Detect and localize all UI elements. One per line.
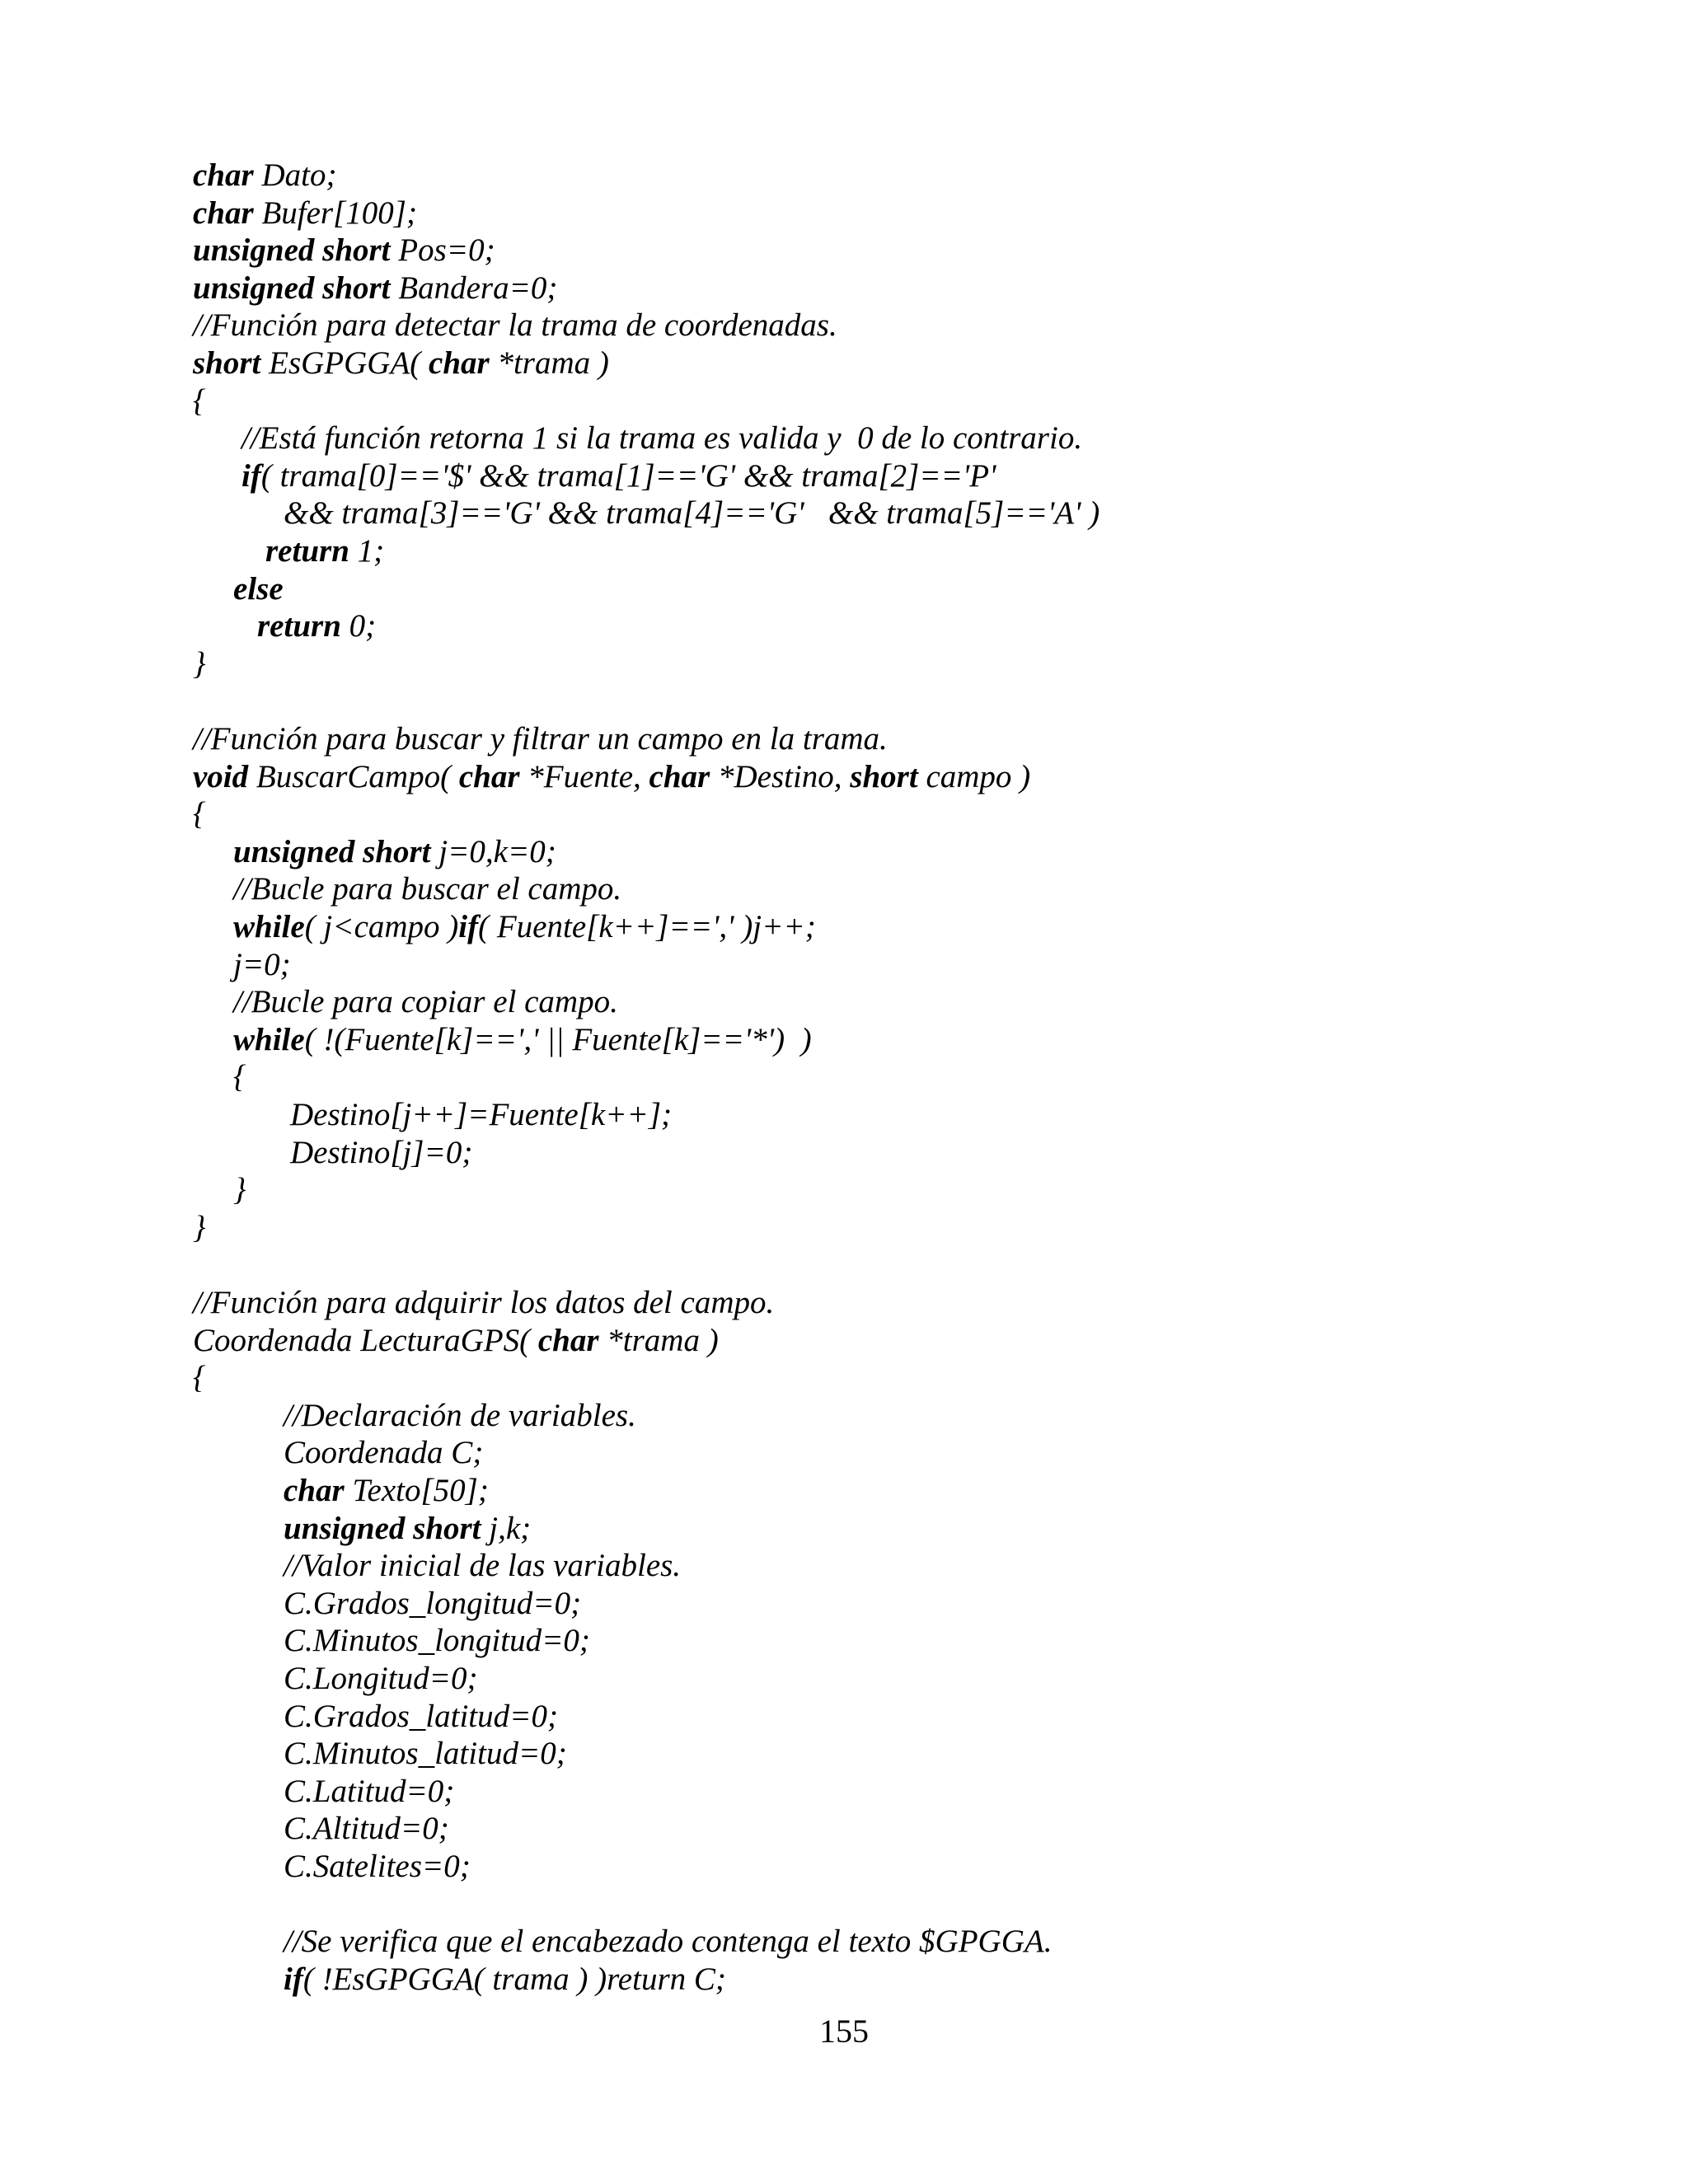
code-text: ( j<campo ) xyxy=(304,909,459,944)
code-text: //Valor inicial de las variables. xyxy=(284,1548,682,1584)
code-line xyxy=(193,1284,774,1322)
code-keyword: char xyxy=(429,345,490,381)
code-line xyxy=(265,532,384,570)
code-text: Bandera=0; xyxy=(390,269,558,306)
code-line xyxy=(257,607,376,645)
code-text: C.Grados_longitud=0; xyxy=(284,1585,582,1621)
code-keyword: unsigned short xyxy=(233,833,431,869)
code-text: && trama[3]=='G' && trama[4]=='G' && trama[5]=='A' ) xyxy=(284,495,1100,532)
code-line xyxy=(284,1773,454,1811)
code-text: C.Grados_latitud=0; xyxy=(284,1698,558,1734)
code-line xyxy=(233,570,284,608)
code-keyword: void xyxy=(193,758,249,794)
code-text: C.Minutos_latitud=0; xyxy=(284,1736,567,1772)
code-text: C.Longitud=0; xyxy=(284,1661,478,1696)
code-line xyxy=(193,1359,206,1397)
code-text: Bufer[100]; xyxy=(253,194,417,231)
code-keyword: return xyxy=(265,533,349,569)
code-text: { xyxy=(193,1360,206,1396)
code-text: //Se verifica que el encabezado contenga el texto $GPGGA. xyxy=(284,1924,1053,1960)
code-line xyxy=(284,1660,477,1698)
code-line xyxy=(233,1171,246,1209)
code-line xyxy=(284,1397,636,1435)
code-line xyxy=(193,194,417,232)
code-text: 0; xyxy=(340,608,377,644)
code-keyword: while xyxy=(233,1021,305,1057)
code-text: C.Minutos_longitud=0; xyxy=(284,1623,590,1659)
code-line xyxy=(233,946,291,984)
code-text: EsGPGGA( xyxy=(260,345,429,381)
code-keyword: char xyxy=(537,1322,599,1358)
code-text: C.Latitud=0; xyxy=(284,1773,455,1809)
code-line xyxy=(193,795,206,833)
code-line xyxy=(284,1923,1052,1961)
code-text: } xyxy=(193,645,206,682)
code-line xyxy=(284,1961,726,1999)
code-keyword: short xyxy=(850,758,918,794)
code-text: Texto[50]; xyxy=(344,1473,489,1508)
code-keyword: if xyxy=(241,457,261,494)
code-text: j=0; xyxy=(233,946,291,982)
code-text: //Declaración de variables. xyxy=(284,1397,636,1433)
code-text: C.Altitud=0; xyxy=(284,1811,449,1847)
code-line xyxy=(193,307,837,344)
code-line xyxy=(284,1735,567,1773)
code-keyword: unsigned short xyxy=(284,1510,481,1546)
page-number: 155 xyxy=(819,2013,869,2050)
code-text: Dato; xyxy=(253,157,337,193)
code-keyword: if xyxy=(458,909,479,944)
code-keyword: char xyxy=(649,758,710,794)
code-text: j=0,k=0; xyxy=(430,833,556,869)
code-line xyxy=(233,833,556,871)
code-text: campo ) xyxy=(917,758,1031,794)
code-keyword: while xyxy=(233,909,305,944)
code-text: { xyxy=(193,382,206,419)
code-keyword: char xyxy=(284,1473,345,1508)
code-keyword: short xyxy=(193,345,261,381)
code-text: *Fuente, xyxy=(519,758,649,794)
code-text: ( Fuente[k++]==',' )j++; xyxy=(478,909,816,944)
code-text: } xyxy=(193,1209,206,1245)
code-text: { xyxy=(233,1059,246,1095)
code-text: C.Satelites=0; xyxy=(284,1849,471,1884)
code-text: Coordenada LecturaGPS( xyxy=(193,1322,538,1358)
code-text: ( !(Fuente[k]==',' || Fuente[k]=='*') ) xyxy=(304,1021,812,1057)
code-keyword: if xyxy=(284,1961,303,1997)
code-text: ( !EsGPGGA( trama ) )return C; xyxy=(302,1961,726,1997)
code-line xyxy=(284,494,1100,532)
code-line xyxy=(193,232,495,269)
code-text: { xyxy=(193,796,206,832)
code-line xyxy=(290,1134,472,1172)
code-line xyxy=(284,1698,558,1736)
code-line xyxy=(284,1622,590,1660)
code-line xyxy=(193,344,609,382)
code-line xyxy=(233,870,621,908)
code-line xyxy=(233,1058,246,1096)
code-text: } xyxy=(233,1172,246,1208)
code-line xyxy=(284,1848,471,1886)
code-line xyxy=(241,419,1082,457)
code-text: Pos=0; xyxy=(390,232,495,269)
code-keyword: unsigned short xyxy=(193,232,391,269)
code-keyword: unsigned short xyxy=(193,269,391,306)
code-line xyxy=(193,1209,206,1247)
code-line xyxy=(290,1096,672,1134)
code-line xyxy=(284,1547,681,1585)
code-keyword: char xyxy=(458,758,520,794)
code-text: BuscarCampo( xyxy=(248,758,459,794)
code-line xyxy=(284,1585,581,1623)
code-text: //Función para detectar la trama de coordenadas. xyxy=(193,307,837,344)
code-line xyxy=(193,157,336,194)
code-line xyxy=(284,1810,449,1848)
code-line xyxy=(233,1021,812,1059)
code-text: //Función para buscar y filtrar un campo en la trama. xyxy=(193,721,888,757)
code-line xyxy=(233,908,816,946)
code-text: *trama ) xyxy=(598,1322,719,1358)
code-line xyxy=(284,1510,531,1548)
code-text: //Bucle para copiar el campo. xyxy=(233,984,618,1020)
code-line xyxy=(233,983,618,1021)
code-line xyxy=(284,1434,483,1472)
code-line xyxy=(193,758,1030,796)
code-line xyxy=(241,457,996,495)
code-text: *Destino, xyxy=(710,758,851,794)
code-line xyxy=(193,720,888,758)
code-text: Destino[j]=0; xyxy=(290,1134,473,1170)
code-keyword: char xyxy=(193,194,254,231)
code-line xyxy=(193,269,557,307)
code-line xyxy=(193,1322,719,1360)
code-text: Coordenada C; xyxy=(284,1435,484,1471)
code-text: 1; xyxy=(349,533,385,569)
code-text: *trama ) xyxy=(489,345,609,381)
code-text: ( trama[0]=='$' && trama[1]=='G' && trama[2]=='P' xyxy=(260,457,996,494)
code-line xyxy=(193,382,206,420)
code-line xyxy=(193,645,206,683)
code-text: //Bucle para buscar el campo. xyxy=(233,871,622,907)
code-text: j,k; xyxy=(481,1510,532,1546)
code-text: //Está función retorna 1 si la trama es valida y 0 de lo contrario. xyxy=(241,420,1083,457)
code-line xyxy=(284,1472,489,1510)
code-text: //Función para adquirir los datos del campo. xyxy=(193,1285,775,1320)
code-keyword: char xyxy=(193,157,254,193)
code-keyword: return xyxy=(257,608,341,644)
code-keyword: else xyxy=(233,570,284,607)
code-text: Destino[j++]=Fuente[k++]; xyxy=(290,1097,673,1132)
